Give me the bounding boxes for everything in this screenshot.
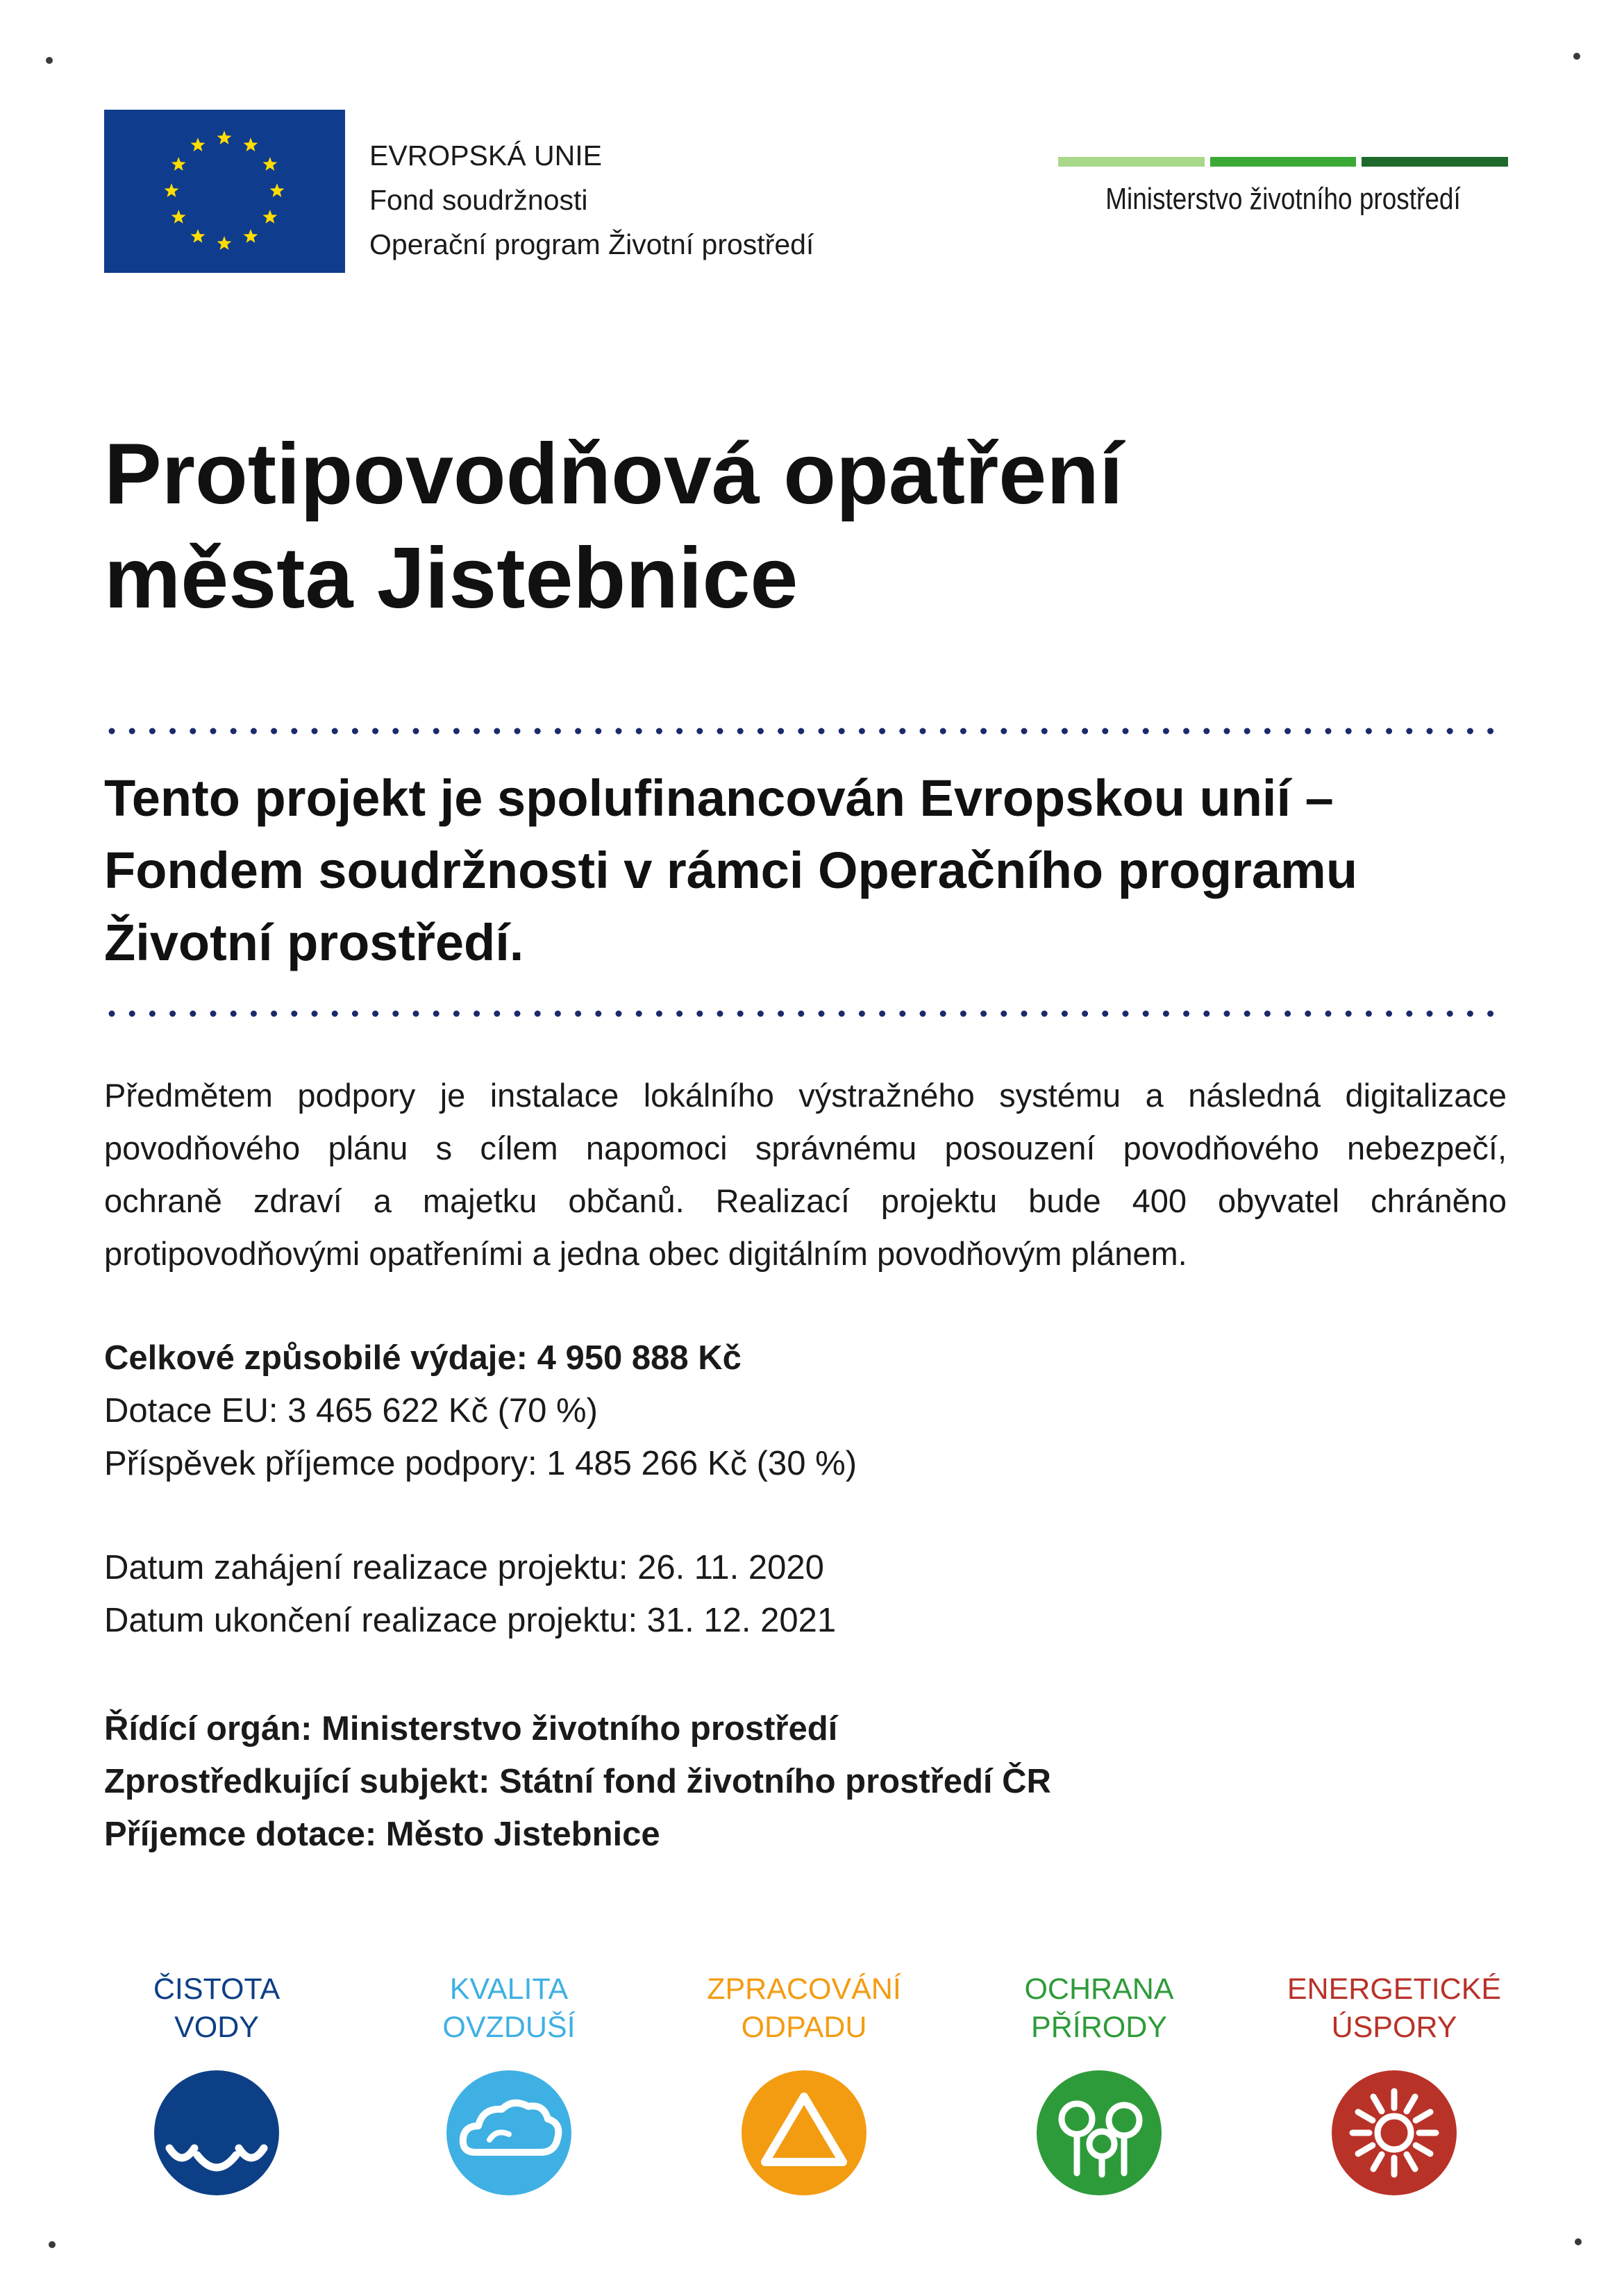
priority-energy (1276, 1970, 1512, 2195)
ministry-name: Ministerstvo životního prostředí (1105, 182, 1461, 216)
priority-label-1: OCHRANA (1024, 1972, 1174, 2006)
dotted-divider-top (108, 726, 1510, 736)
description-line-3: ochraně zdraví a majetku občanů. Realizací projektu bude 400 obyvatel chráněno (104, 1182, 1507, 1219)
end-date: Datum ukončení realizace projektu: 31. 12. 2021 (104, 1602, 837, 1639)
sun-ray (1358, 2145, 1373, 2154)
eu-star (270, 183, 285, 197)
sun-ray (1373, 2154, 1382, 2169)
sun-ray (1358, 2112, 1373, 2120)
eu-program-text (369, 133, 814, 267)
eu-stars (104, 110, 345, 273)
title-line-2: města Jistebnice (104, 530, 798, 626)
title-line-1: Protipovodňová opatření (104, 426, 1123, 522)
eu-star (191, 229, 206, 243)
priority-label-2: OVZDUŠÍ (442, 2011, 576, 2044)
sun-ray (1407, 2154, 1415, 2169)
sun-ray (1416, 2145, 1430, 2154)
eu-star (217, 131, 232, 144)
priority-label-2: ÚSPORY (1331, 2011, 1457, 2044)
sun-ray (1373, 2097, 1382, 2111)
project-dates (104, 1541, 836, 1647)
eu-star (217, 236, 232, 250)
priority-label-2: PŘÍRODY (1031, 2011, 1167, 2044)
priority-label-2: ODPADU (741, 2011, 867, 2044)
ministry-bar-medium (1210, 157, 1357, 167)
ministry-bar-dark (1362, 157, 1508, 167)
priority-label-1: ČISTOTA (153, 1972, 281, 2006)
priority-nature (981, 1970, 1217, 2195)
sun-ray (1407, 2097, 1415, 2111)
eu-line-1: EVROPSKÁ UNIE (369, 140, 602, 171)
trees-icon (1037, 2070, 1162, 2195)
eu-star (262, 157, 277, 171)
eu-star (244, 229, 258, 243)
description-line-4: protipovodňovými opatřeními a jedna obec digitálním povodňovým plánem. (104, 1235, 1187, 1272)
sun-ray (1416, 2112, 1430, 2120)
eu-star (171, 157, 186, 171)
priority-label-1: KVALITA (449, 1972, 569, 2006)
managing-authority: Řídící orgán: Ministerstvo životního prostředí (104, 1710, 838, 1748)
project-costs (104, 1332, 857, 1490)
eu-star (191, 137, 206, 151)
grant-recipient: Příjemce dotace: Město Jistebnice (104, 1816, 660, 1853)
eu-line-2: Fond soudržnosti (369, 184, 588, 216)
mounting-hole-bottom-left (49, 2241, 56, 2248)
eu-grant: Dotace EU: 3 465 622 Kč (70 %) (104, 1392, 598, 1430)
ministry-bar-light (1058, 157, 1205, 167)
eu-star (262, 210, 277, 224)
water-waves-icon (154, 2070, 279, 2195)
mounting-hole-top-left (46, 57, 53, 64)
recycle-triangle-icon (742, 2070, 867, 2195)
cloud-icon (446, 2070, 571, 2195)
priority-air (391, 1970, 627, 2195)
total-eligible-costs: Celkové způsobilé výdaje: 4 950 888 Kč (104, 1339, 742, 1377)
eu-flag-logo (104, 110, 345, 273)
priority-label-1: ZPRACOVÁNÍ (707, 1972, 901, 2006)
description-line-2: povodňového plánu s cílem napomoci správnému posouzení povodňového nebezpečí, (104, 1130, 1507, 1166)
eu-star (171, 210, 186, 224)
intermediate-body: Zprostředkující subjekt: Státní fond životního prostředí ČR (104, 1763, 1051, 1800)
ministry-logo-bars (1058, 157, 1508, 167)
eu-star (244, 137, 258, 151)
eu-line-3: Operační program Životní prostředí (369, 228, 814, 260)
description-line-1: Předmětem podpory je instalace lokálního výstražného systému a následná digitalizace (104, 1077, 1507, 1114)
recipient-contribution: Příspěvek příjemce podpory: 1 485 266 Kč (30 %) (104, 1445, 857, 1482)
cofinancing-statement (104, 762, 1521, 979)
subtitle-line-2: Fondem soudržnosti v rámci Operačního programu (104, 841, 1358, 899)
subtitle-line-3: Životní prostředí. (104, 914, 524, 971)
priority-waste (686, 1970, 922, 2195)
subtitle-line-1: Tento projekt je spolufinancován Evropskou unií – (104, 769, 1334, 827)
dotted-divider-bottom (108, 1009, 1510, 1019)
priority-label-1: ENERGETICKÉ (1287, 1972, 1502, 2006)
project-description (104, 1069, 1507, 1280)
page-title (104, 422, 1521, 630)
project-organizations (104, 1702, 1051, 1861)
eu-star (165, 183, 179, 197)
sun-icon (1332, 2070, 1457, 2195)
start-date: Datum zahájení realizace projektu: 26. 11. 2020 (104, 1549, 824, 1586)
mounting-hole-top-right (1573, 53, 1580, 60)
priority-water (99, 1970, 335, 2195)
priority-label-2: VODY (174, 2011, 259, 2044)
mounting-hole-bottom-right (1575, 2238, 1582, 2245)
